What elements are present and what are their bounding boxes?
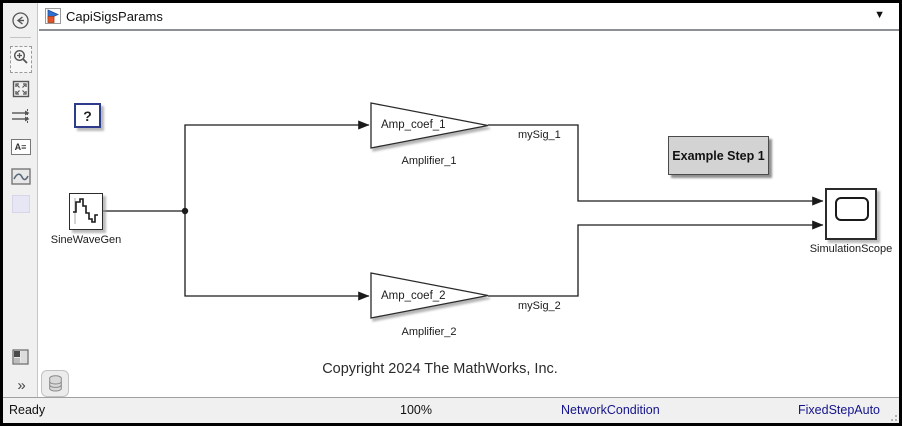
example-step-label: Example Step 1 <box>672 148 765 163</box>
help-block-label: ? <box>83 107 92 124</box>
help-block[interactable] <box>74 103 101 128</box>
solver-link[interactable]: FixedStepAuto <box>798 403 880 417</box>
database-icon <box>48 375 63 392</box>
source-block-label: SineWaveGen <box>50 234 122 246</box>
annotation-icon-glyph: A≡ <box>11 139 31 155</box>
example-step-annotation[interactable] <box>668 136 769 175</box>
network-condition-link[interactable]: NetworkCondition <box>561 403 660 417</box>
scope-block[interactable] <box>825 188 877 240</box>
sine-wave-source-block[interactable] <box>69 193 103 230</box>
diagram-canvas[interactable] <box>39 33 899 397</box>
status-bar <box>3 397 899 423</box>
chevrons-glyph: » <box>17 376 24 394</box>
resize-grip[interactable] <box>887 411 897 421</box>
amplifier-1-gain-text: Amp_coef_1 <box>381 119 446 131</box>
amplifier-2-gain-text: Amp_coef_2 <box>381 290 446 302</box>
scope-block-label: SimulationScope <box>809 243 893 255</box>
sine-wave-icon <box>70 194 102 228</box>
copyright-annotation[interactable]: Copyright 2024 The MathWorks, Inc. <box>322 361 558 377</box>
signal-label-mysig1[interactable]: mySig_1 <box>518 129 561 141</box>
amplifier-2-label: Amplifier_2 <box>401 326 457 338</box>
chevron-down-icon[interactable]: ▼ <box>874 9 885 21</box>
status-text: Ready <box>9 403 46 417</box>
zoom-level: 100% <box>400 403 432 417</box>
model-title: CapiSigsParams <box>66 8 163 24</box>
signal-label-mysig2[interactable]: mySig_2 <box>518 300 561 312</box>
amplifier-1-label: Amplifier_1 <box>401 155 457 167</box>
scope-screen-icon <box>835 197 869 221</box>
data-dictionary-badge[interactable] <box>41 370 69 397</box>
